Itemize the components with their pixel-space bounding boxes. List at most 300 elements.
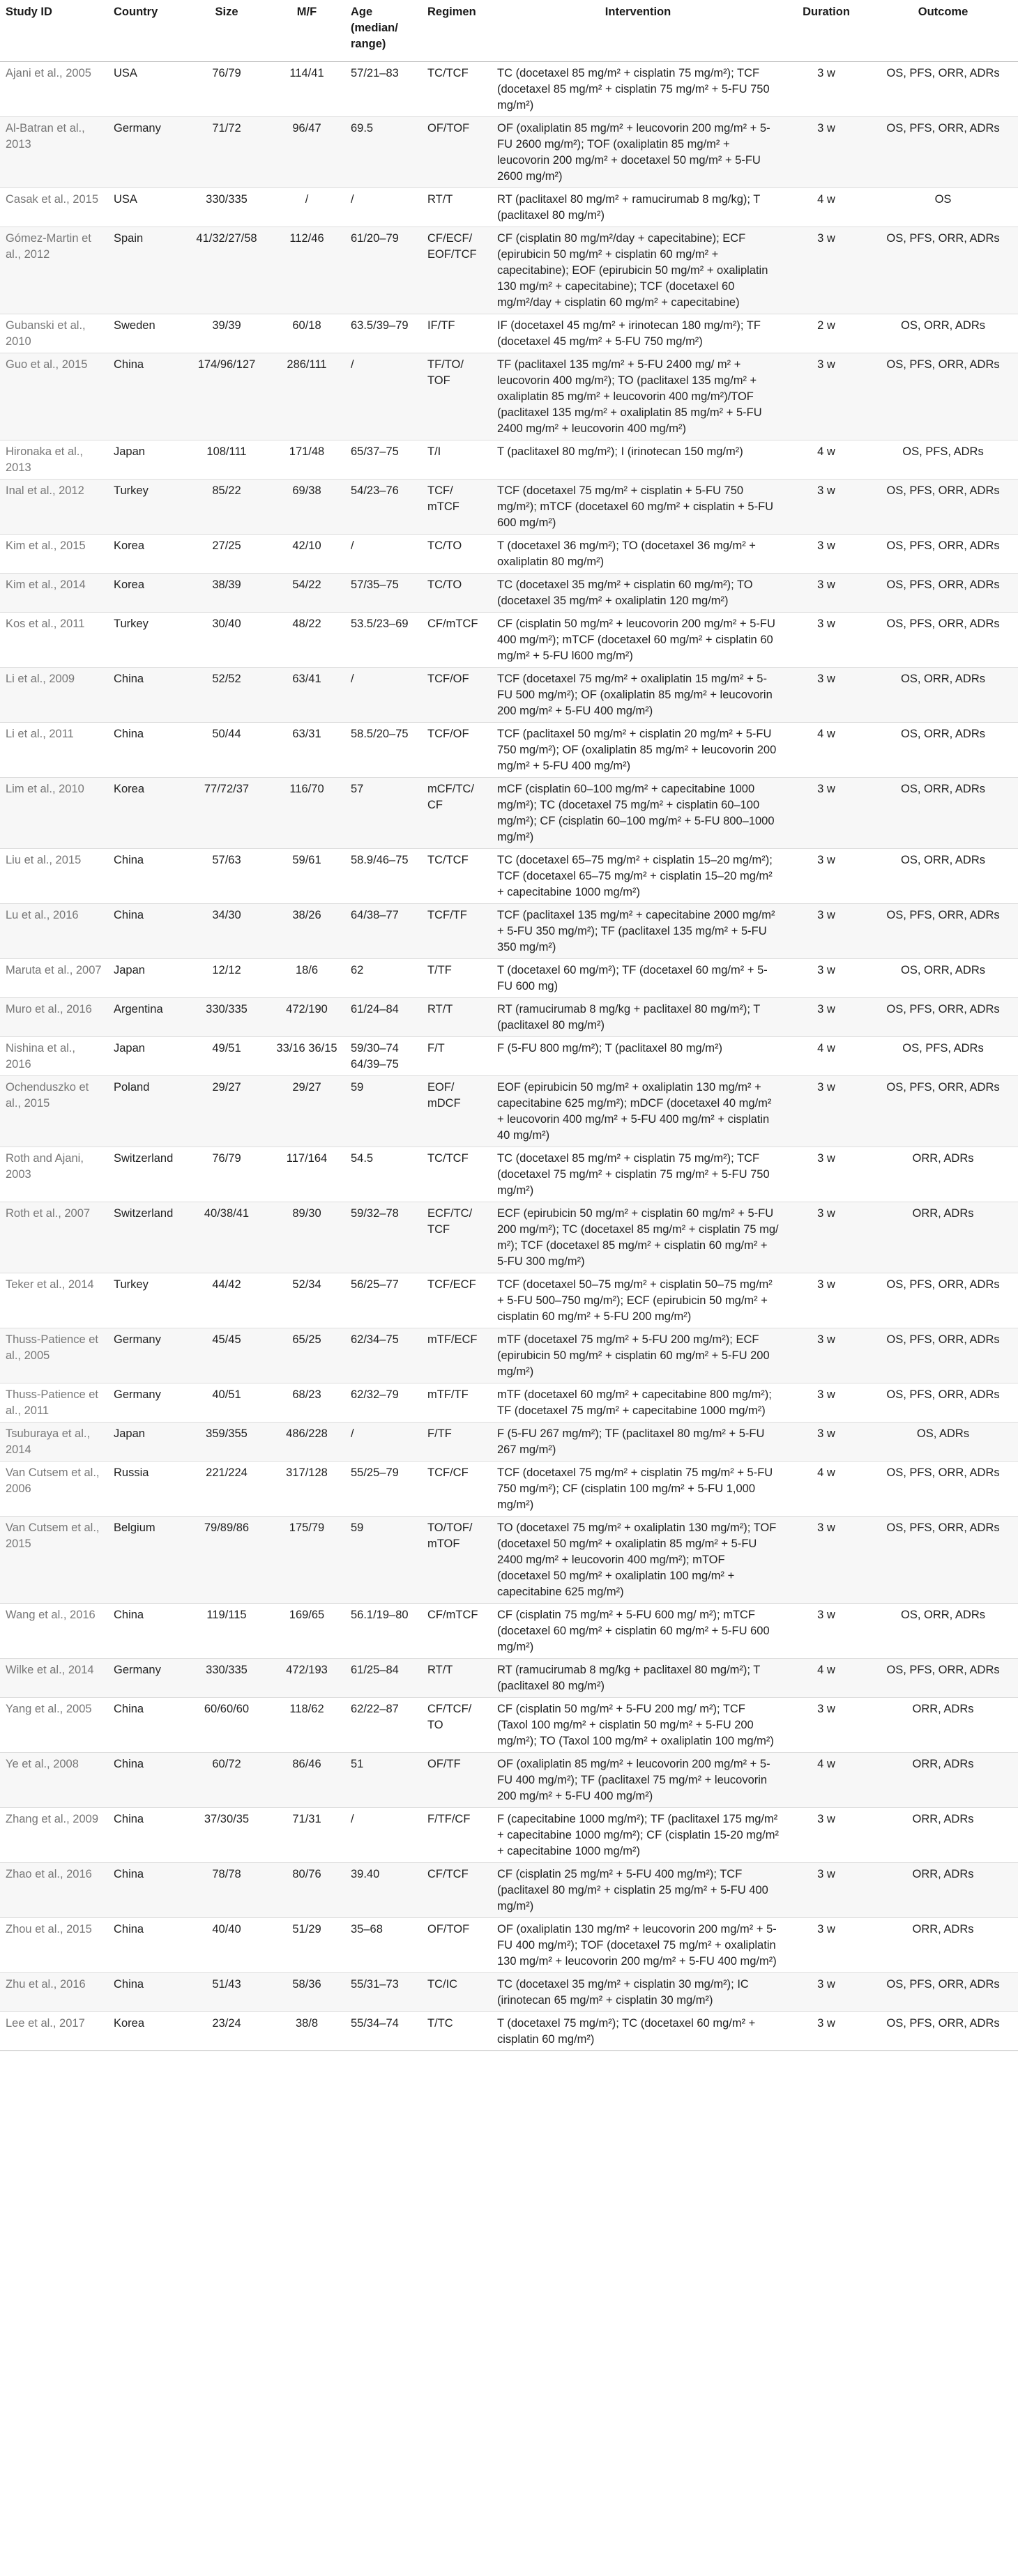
cell-country: China [108, 1808, 185, 1863]
cell-intervention: TC (docetaxel 85 mg/m² + cisplatin 75 mg/m²); TCF (docetaxel 85 mg/m² + cisplatin 75 mg/m² + 5-FU 750 mg/m²) [492, 62, 784, 117]
cell-study-id: Lim et al., 2010 [0, 778, 108, 849]
cell-regimen: CF/TCF/ TO [422, 1698, 492, 1753]
cell-size: 50/44 [185, 723, 268, 778]
cell-age: 55/25–79 [345, 1462, 422, 1517]
cell-mf: 118/62 [268, 1698, 345, 1753]
table-row [0, 1863, 1018, 1918]
col-header-size: Size [185, 0, 268, 62]
cell-age: 57 [345, 778, 422, 849]
cell-regimen: TC/TO [422, 574, 492, 613]
cell-intervention: TCF (docetaxel 50–75 mg/m² + cisplatin 50–75 mg/m² + 5-FU 500–750 mg/m²); ECF (epirubicin 50 mg/m² + cisplatin 60 mg/m² + 5-FU 200 mg/m²) [492, 1273, 784, 1328]
cell-size: 12/12 [185, 959, 268, 998]
cell-intervention: ECF (epirubicin 50 mg/m² + cisplatin 60 mg/m² + 5-FU 200 mg/m²); TC (docetaxel 85 mg/m² + cisplatin 75 mg/ m²); TCF (docetaxel 85 mg/m² + cisplatin 60 mg/m² + 5-FU 300 mg/m²) [492, 1202, 784, 1273]
cell-study-id: Tsuburaya et al., 2014 [0, 1423, 108, 1462]
cell-age: 53.5/23–69 [345, 613, 422, 668]
cell-outcome: OS, ORR, ADRs [868, 1604, 1018, 1659]
cell-outcome: OS, PFS, ORR, ADRs [868, 62, 1018, 117]
table-row [0, 849, 1018, 904]
cell-outcome: OS, PFS, ORR, ADRs [868, 574, 1018, 613]
cell-study-id: Al-Batran et al., 2013 [0, 117, 108, 188]
cell-size: 174/96/127 [185, 353, 268, 440]
table-row [0, 1753, 1018, 1808]
table-row [0, 117, 1018, 188]
cell-age: 62 [345, 959, 422, 998]
cell-age: 55/31–73 [345, 1973, 422, 2012]
cell-outcome: OS, PFS, ORR, ADRs [868, 1383, 1018, 1423]
cell-study-id: Hironaka et al., 2013 [0, 440, 108, 480]
cell-regimen: CF/mTCF [422, 613, 492, 668]
cell-study-id: Li et al., 2009 [0, 668, 108, 723]
cell-intervention: TCF (docetaxel 75 mg/m² + cisplatin + 5-FU 750 mg/m²); mTCF (docetaxel 60 mg/m² + cisplatin + 5-FU 600 mg/m²) [492, 480, 784, 535]
cell-duration: 2 w [784, 314, 868, 353]
cell-study-id: Li et al., 2011 [0, 723, 108, 778]
table-row [0, 1328, 1018, 1383]
cell-regimen: OF/TOF [422, 1918, 492, 1973]
cell-study-id: Van Cutsem et al., 2015 [0, 1517, 108, 1604]
cell-duration: 3 w [784, 998, 868, 1037]
cell-mf: 96/47 [268, 117, 345, 188]
cell-country: Japan [108, 1037, 185, 1076]
cell-age: 62/34–75 [345, 1328, 422, 1383]
cell-country: Germany [108, 1328, 185, 1383]
cell-duration: 3 w [784, 1423, 868, 1462]
cell-regimen: TC/TCF [422, 1147, 492, 1202]
cell-age: 57/21–83 [345, 62, 422, 117]
cell-intervention: OF (oxaliplatin 85 mg/m² + leucovorin 200 mg/m² + 5-FU 400 mg/m²); TF (paclitaxel 75 mg/m² + leucovorin 200 mg/m² + 5-FU 400 mg/m²) [492, 1753, 784, 1808]
cell-regimen: ECF/TC/ TCF [422, 1202, 492, 1273]
cell-duration: 3 w [784, 353, 868, 440]
table-row [0, 1462, 1018, 1517]
cell-study-id: Lee et al., 2017 [0, 2012, 108, 2051]
cell-study-id: Nishina et al., 2016 [0, 1037, 108, 1076]
cell-duration: 3 w [784, 1328, 868, 1383]
cell-intervention: OF (oxaliplatin 130 mg/m² + leucovorin 200 mg/m² + 5-FU 400 mg/m²); TOF (docetaxel 75 mg/m² + oxaliplatin 130 mg/m² + leucovorin 200 mg/m² + 5-FU 400 mg/m²) [492, 1918, 784, 1973]
cell-country: Korea [108, 778, 185, 849]
cell-study-id: Teker et al., 2014 [0, 1273, 108, 1328]
cell-study-id: Zhang et al., 2009 [0, 1808, 108, 1863]
cell-regimen: TF/TO/ TOF [422, 353, 492, 440]
col-header-age: Age (median/ range) [345, 0, 422, 62]
cell-country: Turkey [108, 1273, 185, 1328]
cell-age: 69.5 [345, 117, 422, 188]
cell-duration: 3 w [784, 574, 868, 613]
cell-mf: 472/190 [268, 998, 345, 1037]
cell-mf: 80/76 [268, 1863, 345, 1918]
cell-size: 51/43 [185, 1973, 268, 2012]
col-header-intervention: Intervention [492, 0, 784, 62]
cell-regimen: F/TF/CF [422, 1808, 492, 1863]
table-row [0, 723, 1018, 778]
header-row [0, 0, 1018, 62]
cell-outcome: ORR, ADRs [868, 1202, 1018, 1273]
cell-duration: 3 w [784, 480, 868, 535]
cell-intervention: OF (oxaliplatin 85 mg/m² + leucovorin 200 mg/m² + 5-FU 2600 mg/m²); TOF (oxaliplatin 85 mg/m² + leucovorin 200 mg/m² + docetaxel 50 mg/m² + 5-FU 2600 mg/m²) [492, 117, 784, 188]
cell-study-id: Yang et al., 2005 [0, 1698, 108, 1753]
cell-mf: 68/23 [268, 1383, 345, 1423]
cell-age: 61/20–79 [345, 227, 422, 314]
cell-intervention: TC (docetaxel 65–75 mg/m² + cisplatin 15–20 mg/m²); TCF (docetaxel 65–75 mg/m² + cisplatin 15–20 mg/m² + capecitabine 1000 mg/m²) [492, 849, 784, 904]
cell-size: 23/24 [185, 2012, 268, 2051]
cell-mf: 317/128 [268, 1462, 345, 1517]
cell-outcome: OS, PFS, ORR, ADRs [868, 535, 1018, 574]
cell-study-id: Guo et al., 2015 [0, 353, 108, 440]
cell-outcome: ORR, ADRs [868, 1863, 1018, 1918]
cell-mf: / [268, 188, 345, 227]
cell-regimen: F/T [422, 1037, 492, 1076]
cell-size: 40/51 [185, 1383, 268, 1423]
cell-study-id: Casak et al., 2015 [0, 188, 108, 227]
cell-regimen: TCF/ECF [422, 1273, 492, 1328]
cell-size: 77/72/37 [185, 778, 268, 849]
cell-duration: 3 w [784, 778, 868, 849]
cell-mf: 472/193 [268, 1659, 345, 1698]
cell-duration: 3 w [784, 1076, 868, 1147]
cell-size: 39/39 [185, 314, 268, 353]
cell-regimen: TC/TO [422, 535, 492, 574]
cell-country: China [108, 723, 185, 778]
cell-size: 44/42 [185, 1273, 268, 1328]
cell-age: 62/32–79 [345, 1383, 422, 1423]
cell-outcome: ORR, ADRs [868, 1698, 1018, 1753]
cell-outcome: OS, PFS, ORR, ADRs [868, 2012, 1018, 2051]
cell-study-id: Thuss-Patience et al., 2011 [0, 1383, 108, 1423]
cell-country: Japan [108, 959, 185, 998]
cell-intervention: TCF (paclitaxel 135 mg/m² + capecitabine 2000 mg/m² + 5-FU 350 mg/m²); TF (paclitaxel 135 mg/m² + 5-FU 350 mg/m²) [492, 904, 784, 959]
cell-size: 119/115 [185, 1604, 268, 1659]
cell-country: China [108, 849, 185, 904]
cell-study-id: Zhao et al., 2016 [0, 1863, 108, 1918]
cell-mf: 169/65 [268, 1604, 345, 1659]
cell-size: 78/78 [185, 1863, 268, 1918]
cell-intervention: mTF (docetaxel 60 mg/m² + capecitabine 800 mg/m²); TF (docetaxel 75 mg/m² + capecitabine 1000 mg/m²) [492, 1383, 784, 1423]
cell-country: China [108, 1918, 185, 1973]
cell-mf: 63/31 [268, 723, 345, 778]
cell-outcome: OS, PFS, ORR, ADRs [868, 613, 1018, 668]
cell-outcome: OS, ORR, ADRs [868, 778, 1018, 849]
cell-regimen: TC/IC [422, 1973, 492, 2012]
table-row [0, 2012, 1018, 2051]
cell-country: USA [108, 62, 185, 117]
cell-duration: 3 w [784, 904, 868, 959]
cell-regimen: IF/TF [422, 314, 492, 353]
table-row [0, 1202, 1018, 1273]
cell-intervention: mCF (cisplatin 60–100 mg/m² + capecitabine 1000 mg/m²); TC (docetaxel 75 mg/m² + cisplatin 60–100 mg/m²); CF (cisplatin 60–100 mg/m² + 5-FU 800–1000 mg/m²) [492, 778, 784, 849]
cell-duration: 3 w [784, 1383, 868, 1423]
cell-outcome: OS, PFS, ORR, ADRs [868, 1076, 1018, 1147]
cell-intervention: TO (docetaxel 75 mg/m² + oxaliplatin 130 mg/m²); TOF (docetaxel 50 mg/m² + oxaliplatin 85 mg/m² + 5-FU 2400 mg/m² + leucovorin 400 mg/m²); mTOF (docetaxel 50 mg/m² + oxaliplatin 100 mg/m² + capecitabine 625 mg/m²) [492, 1517, 784, 1604]
cell-duration: 4 w [784, 723, 868, 778]
table-row [0, 353, 1018, 440]
cell-size: 40/38/41 [185, 1202, 268, 1273]
cell-duration: 3 w [784, 1202, 868, 1273]
cell-intervention: TCF (docetaxel 75 mg/m² + oxaliplatin 15 mg/m² + 5-FU 500 mg/m²); OF (oxaliplatin 85 mg/m² + leucovorin 200 mg/m² + 5-FU 400 mg/m²) [492, 668, 784, 723]
cell-country: China [108, 668, 185, 723]
cell-size: 30/40 [185, 613, 268, 668]
cell-size: 60/72 [185, 1753, 268, 1808]
cell-country: China [108, 1973, 185, 2012]
cell-age: 57/35–75 [345, 574, 422, 613]
cell-outcome: OS, PFS, ORR, ADRs [868, 1659, 1018, 1698]
cell-study-id: Van Cutsem et al., 2006 [0, 1462, 108, 1517]
cell-study-id: Roth and Ajani, 2003 [0, 1147, 108, 1202]
cell-mf: 38/26 [268, 904, 345, 959]
table-row [0, 1037, 1018, 1076]
cell-mf: 54/22 [268, 574, 345, 613]
cell-intervention: TCF (docetaxel 75 mg/m² + cisplatin 75 mg/m² + 5-FU 750 mg/m²); CF (cisplatin 100 mg/m² + 5-FU 1,000 mg/m²) [492, 1462, 784, 1517]
table-row [0, 480, 1018, 535]
cell-size: 45/45 [185, 1328, 268, 1383]
cell-study-id: Ye et al., 2008 [0, 1753, 108, 1808]
cell-mf: 63/41 [268, 668, 345, 723]
cell-age: 59/32–78 [345, 1202, 422, 1273]
cell-intervention: CF (cisplatin 75 mg/m² + 5-FU 600 mg/ m²); mTCF (docetaxel 60 mg/m² + cisplatin 60 mg/m² + 5-FU 600 mg/m²) [492, 1604, 784, 1659]
cell-regimen: CF/TCF [422, 1863, 492, 1918]
col-header-regimen: Regimen [422, 0, 492, 62]
cell-size: 76/79 [185, 1147, 268, 1202]
cell-age: 63.5/39–79 [345, 314, 422, 353]
table-row [0, 1918, 1018, 1973]
cell-duration: 4 w [784, 1037, 868, 1076]
cell-age: 64/38–77 [345, 904, 422, 959]
cell-duration: 3 w [784, 1147, 868, 1202]
table-row [0, 1517, 1018, 1604]
cell-mf: 59/61 [268, 849, 345, 904]
cell-mf: 60/18 [268, 314, 345, 353]
cell-intervention: RT (paclitaxel 80 mg/m² + ramucirumab 8 mg/kg); T (paclitaxel 80 mg/m²) [492, 188, 784, 227]
cell-duration: 3 w [784, 959, 868, 998]
cell-regimen: mTF/ECF [422, 1328, 492, 1383]
cell-duration: 3 w [784, 1517, 868, 1604]
cell-mf: 58/36 [268, 1973, 345, 2012]
cell-regimen: TCF/ mTCF [422, 480, 492, 535]
cell-size: 52/52 [185, 668, 268, 723]
cell-age: 35–68 [345, 1918, 422, 1973]
table-row [0, 1973, 1018, 2012]
cell-outcome: OS, ORR, ADRs [868, 959, 1018, 998]
cell-mf: 171/48 [268, 440, 345, 480]
cell-intervention: CF (cisplatin 50 mg/m² + leucovorin 200 mg/m² + 5-FU 400 mg/m²); mTCF (docetaxel 60 mg/m² + cisplatin 60 mg/m² + 5-FU l600 mg/m²) [492, 613, 784, 668]
cell-duration: 3 w [784, 1273, 868, 1328]
cell-outcome: ORR, ADRs [868, 1808, 1018, 1863]
cell-mf: 65/25 [268, 1328, 345, 1383]
cell-country: Spain [108, 227, 185, 314]
cell-regimen: RT/T [422, 1659, 492, 1698]
cell-size: 108/111 [185, 440, 268, 480]
cell-study-id: Ajani et al., 2005 [0, 62, 108, 117]
cell-age: 56.1/19–80 [345, 1604, 422, 1659]
cell-country: Korea [108, 574, 185, 613]
cell-outcome: OS [868, 188, 1018, 227]
cell-intervention: F (5-FU 800 mg/m²); T (paclitaxel 80 mg/m²) [492, 1037, 784, 1076]
cell-mf: 29/27 [268, 1076, 345, 1147]
cell-country: Argentina [108, 998, 185, 1037]
cell-duration: 4 w [784, 1753, 868, 1808]
table-row [0, 574, 1018, 613]
cell-intervention: IF (docetaxel 45 mg/m² + irinotecan 180 mg/m²); TF (docetaxel 45 mg/m² + 5-FU 750 mg/m²) [492, 314, 784, 353]
cell-regimen: TCF/OF [422, 668, 492, 723]
cell-regimen: T/TC [422, 2012, 492, 2051]
table-row [0, 535, 1018, 574]
cell-mf: 116/70 [268, 778, 345, 849]
cell-regimen: mCF/TC/ CF [422, 778, 492, 849]
cell-outcome: OS, PFS, ADRs [868, 440, 1018, 480]
cell-study-id: Gómez-Martin et al., 2012 [0, 227, 108, 314]
cell-age: / [345, 353, 422, 440]
cell-age: 61/24–84 [345, 998, 422, 1037]
cell-regimen: F/TF [422, 1423, 492, 1462]
cell-mf: 33/16 36/15 [268, 1037, 345, 1076]
cell-study-id: Ochenduszko et al., 2015 [0, 1076, 108, 1147]
cell-country: Sweden [108, 314, 185, 353]
cell-intervention: T (paclitaxel 80 mg/m²); I (irinotecan 150 mg/m²) [492, 440, 784, 480]
cell-outcome: OS, PFS, ORR, ADRs [868, 1328, 1018, 1383]
cell-size: 27/25 [185, 535, 268, 574]
cell-study-id: Inal et al., 2012 [0, 480, 108, 535]
cell-study-id: Maruta et al., 2007 [0, 959, 108, 998]
cell-size: 85/22 [185, 480, 268, 535]
cell-country: Germany [108, 1383, 185, 1423]
cell-size: 330/335 [185, 1659, 268, 1698]
col-header-mf: M/F [268, 0, 345, 62]
table-row [0, 62, 1018, 117]
table-row [0, 1383, 1018, 1423]
cell-age: 54/23–76 [345, 480, 422, 535]
cell-outcome: OS, ADRs [868, 1423, 1018, 1462]
cell-intervention: TC (docetaxel 85 mg/m² + cisplatin 75 mg/m²); TCF (docetaxel 75 mg/m² + cisplatin 75 mg/m² + 5-FU 750 mg/m²) [492, 1147, 784, 1202]
cell-country: Germany [108, 117, 185, 188]
cell-duration: 4 w [784, 1659, 868, 1698]
cell-intervention: EOF (epirubicin 50 mg/m² + oxaliplatin 130 mg/m² + capecitabine 625 mg/m²); mDCF (docetaxel 40 mg/m² + leucovorin 400 mg/m² + 5-FU 400 mg/m² + cisplatin 40 mg/m²) [492, 1076, 784, 1147]
table-row [0, 1147, 1018, 1202]
table-row [0, 1076, 1018, 1147]
table-row [0, 1604, 1018, 1659]
cell-duration: 3 w [784, 227, 868, 314]
cell-country: China [108, 1698, 185, 1753]
cell-size: 330/335 [185, 998, 268, 1037]
cell-intervention: TF (paclitaxel 135 mg/m² + 5-FU 2400 mg/ m² + leucovorin 400 mg/m²); TO (paclitaxel 135 mg/m² + oxaliplatin 85 mg/m² + leucovorin 400 mg/m²)/TOF (paclitaxel 135 mg/m² + oxaliplatin 85 mg/m² + 5-FU 2400 mg/m² + leucovorin 400 mg/m²) [492, 353, 784, 440]
cell-study-id: Roth et al., 2007 [0, 1202, 108, 1273]
table-row [0, 1423, 1018, 1462]
cell-regimen: RT/T [422, 188, 492, 227]
cell-age: / [345, 1423, 422, 1462]
cell-outcome: OS, PFS, ORR, ADRs [868, 1462, 1018, 1517]
cell-age: / [345, 188, 422, 227]
cell-mf: 38/8 [268, 2012, 345, 2051]
cell-regimen: TCF/CF [422, 1462, 492, 1517]
cell-regimen: T/TF [422, 959, 492, 998]
cell-outcome: OS, PFS, ORR, ADRs [868, 1273, 1018, 1328]
cell-duration: 3 w [784, 849, 868, 904]
cell-age: / [345, 668, 422, 723]
cell-intervention: TC (docetaxel 35 mg/m² + cisplatin 60 mg/m²); TO (docetaxel 35 mg/m² + oxaliplatin 120 mg/m²) [492, 574, 784, 613]
cell-age: 58.9/46–75 [345, 849, 422, 904]
cell-study-id: Gubanski et al., 2010 [0, 314, 108, 353]
cell-size: 60/60/60 [185, 1698, 268, 1753]
cell-outcome: ORR, ADRs [868, 1753, 1018, 1808]
table-row [0, 998, 1018, 1037]
cell-intervention: F (capecitabine 1000 mg/m²); TF (paclitaxel 175 mg/m² + capecitabine 1000 mg/m²); CF (cisplatin 15-20 mg/m² + capecitabine 1000 mg/m²) [492, 1808, 784, 1863]
cell-mf: 486/228 [268, 1423, 345, 1462]
cell-intervention: CF (cisplatin 80 mg/m²/day + capecitabine); ECF (epirubicin 50 mg/m² + cisplatin 60 mg/m² + capecitabine); EOF (epirubicin 50 mg/m² + oxaliplatin 130 mg/m² + capecitabine); TCF (docetaxel 60 mg/m²/day + cisplatin 60 mg/m² + capecitabine) [492, 227, 784, 314]
cell-size: 330/335 [185, 188, 268, 227]
cell-outcome: OS, PFS, ORR, ADRs [868, 1517, 1018, 1604]
col-header-outcome: Outcome [868, 0, 1018, 62]
cell-country: China [108, 1604, 185, 1659]
cell-age: 56/25–77 [345, 1273, 422, 1328]
cell-study-id: Wang et al., 2016 [0, 1604, 108, 1659]
cell-age: 55/34–74 [345, 2012, 422, 2051]
cell-duration: 3 w [784, 117, 868, 188]
cell-regimen: OF/TOF [422, 117, 492, 188]
cell-outcome: OS, PFS, ADRs [868, 1037, 1018, 1076]
cell-mf: 52/34 [268, 1273, 345, 1328]
cell-outcome: OS, ORR, ADRs [868, 668, 1018, 723]
cell-study-id: Wilke et al., 2014 [0, 1659, 108, 1698]
cell-outcome: OS, PFS, ORR, ADRs [868, 998, 1018, 1037]
table-row [0, 1808, 1018, 1863]
cell-size: 40/40 [185, 1918, 268, 1973]
cell-mf: 42/10 [268, 535, 345, 574]
cell-age: / [345, 535, 422, 574]
table-body [0, 62, 1018, 2051]
cell-study-id: Muro et al., 2016 [0, 998, 108, 1037]
cell-country: Russia [108, 1462, 185, 1517]
cell-regimen: OF/TF [422, 1753, 492, 1808]
cell-mf: 69/38 [268, 480, 345, 535]
cell-mf: 89/30 [268, 1202, 345, 1273]
cell-regimen: CF/ECF/ EOF/TCF [422, 227, 492, 314]
cell-mf: 48/22 [268, 613, 345, 668]
cell-age: 62/22–87 [345, 1698, 422, 1753]
cell-outcome: OS, ORR, ADRs [868, 723, 1018, 778]
cell-size: 49/51 [185, 1037, 268, 1076]
cell-country: Korea [108, 2012, 185, 2051]
cell-study-id: Liu et al., 2015 [0, 849, 108, 904]
cell-country: China [108, 1753, 185, 1808]
cell-outcome: OS, ORR, ADRs [868, 314, 1018, 353]
cell-age: 59 [345, 1517, 422, 1604]
cell-mf: 114/41 [268, 62, 345, 117]
cell-study-id: Kos et al., 2011 [0, 613, 108, 668]
cell-intervention: F (5-FU 267 mg/m²); TF (paclitaxel 80 mg/m² + 5-FU 267 mg/m²) [492, 1423, 784, 1462]
cell-country: China [108, 353, 185, 440]
table-row [0, 314, 1018, 353]
cell-intervention: CF (cisplatin 25 mg/m² + 5-FU 400 mg/m²); TCF (paclitaxel 80 mg/m² + cisplatin 25 mg/m² + 5-FU 400 mg/m²) [492, 1863, 784, 1918]
cell-duration: 4 w [784, 440, 868, 480]
cell-size: 38/39 [185, 574, 268, 613]
cell-size: 34/30 [185, 904, 268, 959]
cell-duration: 3 w [784, 613, 868, 668]
table-row [0, 959, 1018, 998]
cell-mf: 71/31 [268, 1808, 345, 1863]
cell-mf: 18/6 [268, 959, 345, 998]
cell-regimen: TC/TCF [422, 849, 492, 904]
cell-size: 41/32/27/58 [185, 227, 268, 314]
table-row [0, 613, 1018, 668]
cell-outcome: OS, ORR, ADRs [868, 849, 1018, 904]
cell-duration: 4 w [784, 188, 868, 227]
table-row [0, 188, 1018, 227]
cell-outcome: OS, PFS, ORR, ADRs [868, 353, 1018, 440]
cell-duration: 3 w [784, 1808, 868, 1863]
cell-duration: 3 w [784, 62, 868, 117]
cell-size: 71/72 [185, 117, 268, 188]
cell-mf: 286/111 [268, 353, 345, 440]
cell-outcome: ORR, ADRs [868, 1918, 1018, 1973]
cell-country: Japan [108, 440, 185, 480]
cell-regimen: TC/TCF [422, 62, 492, 117]
cell-duration: 3 w [784, 1604, 868, 1659]
